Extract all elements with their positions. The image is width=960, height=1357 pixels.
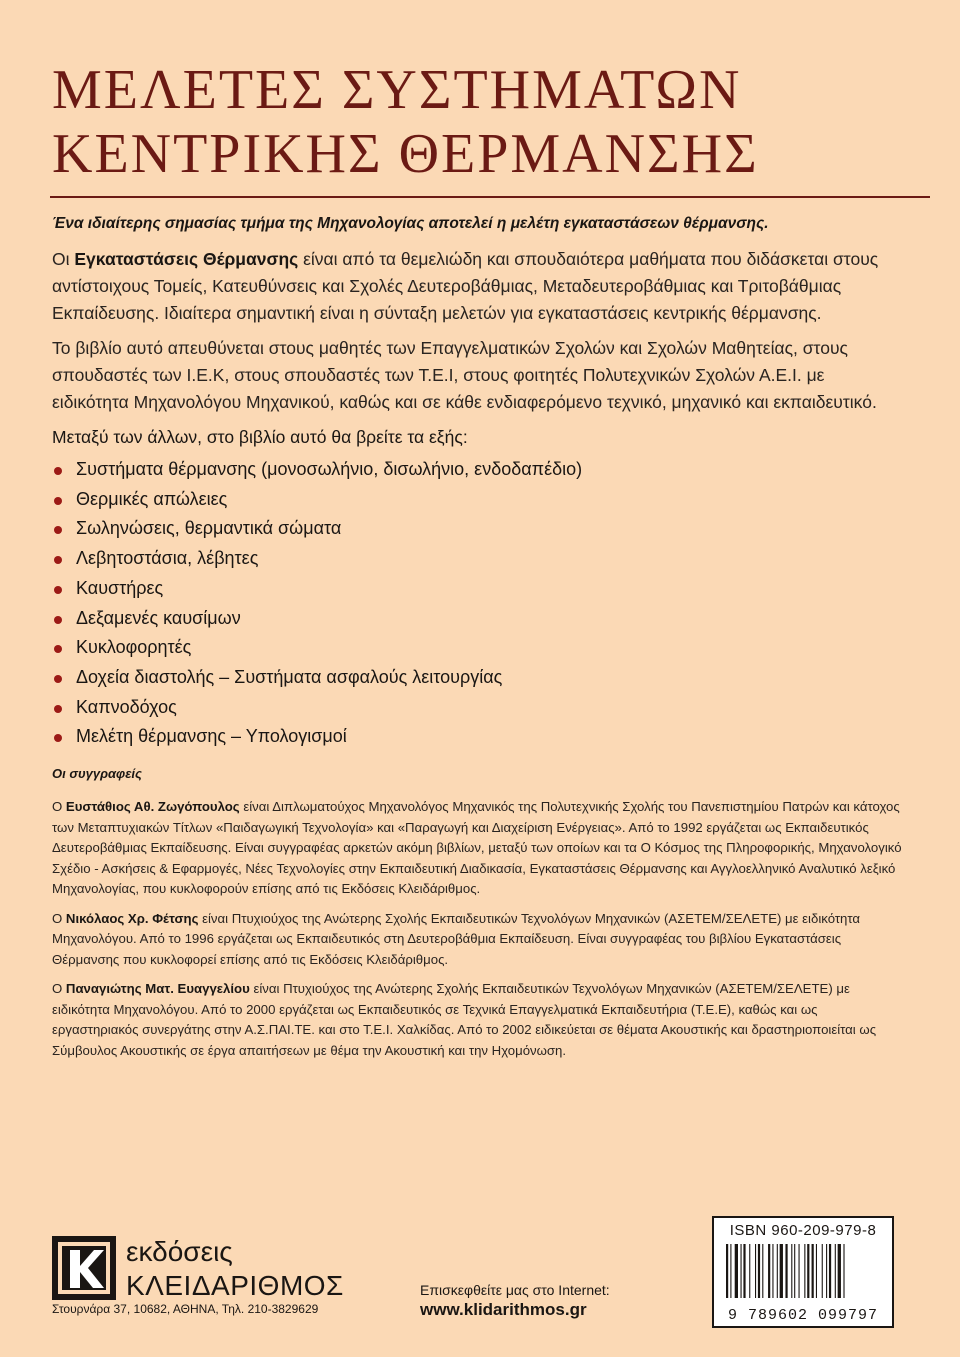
website-block xyxy=(420,1282,610,1320)
barcode-bar xyxy=(785,1244,787,1298)
author-name: Νικόλαος Χρ. Φέτσης xyxy=(65,910,199,926)
barcode-bar xyxy=(735,1244,738,1298)
barcode-number: 9 789602 099797 xyxy=(727,1307,879,1324)
barcode-bar xyxy=(826,1244,827,1298)
barcode-bar xyxy=(838,1244,841,1298)
bold-term: Εγκαταστάσεις Θέρμανσης xyxy=(74,249,299,269)
author-bio-1: Ο Ευστάθιος Αθ. Ζωγόπουλος είναι Διπλωματούχος Μηχανολόγος Μηχανικός της Πολυτεχνικής Σχολής του Πανεπιστημίου Πατρών και κάτοχος των Μεταπτυχιακών Τίτλων «Παιδαγωγική Τεχνολογία» και «Παραγωγή και Διαχείριση Ενέργειας». Από το 1992 εργάζεται ως Εκπαιδευτικός Δευτεροβάθμιας Εκπαίδευσης. Είναι συγγραφέας αρκετών ακόμη βιβλίων, μεταξύ των οποίων και τα Ο Κόσμος της Πληροφορικής, Μηχανολογικό Σχέδιο - Ασκήσεις & Εφαρμογές, Νέες Τεχνολογίες στην Εκπαιδευτική Διαδικασία, Εγκαταστάσεις Θέρμανσης και Αγγλοελληνικό Αναλυτικό λεξικό Μηχανολογίας, που κυκλοφορούν επίσης από τις Εκδόσεις Κλειδάριθμος. xyxy=(52,799,902,897)
bullet-icon xyxy=(54,645,62,653)
bullet-icon xyxy=(54,556,62,564)
barcode-bar xyxy=(807,1244,809,1298)
barcode-bar xyxy=(794,1244,795,1298)
barcode-bar xyxy=(812,1244,814,1298)
barcode-bar xyxy=(726,1244,728,1298)
back-cover-text xyxy=(52,212,902,1070)
barcode-bar xyxy=(741,1244,742,1298)
list-item: Καυστήρες xyxy=(52,574,902,604)
bullet-icon xyxy=(54,616,62,624)
isbn-label: ISBN 960-209-979-8 xyxy=(729,1222,877,1239)
list-item: Θερμικές απώλειες xyxy=(52,485,902,515)
author-bio-2: Ο Νικόλαος Χρ. Φέτσης είναι Πτυχιούχος της Ανώτερης Σχολής Εκπαιδευτικών Τεχνολόγων Μηχανικών (ΑΣΕΤΕΜ/ΣΕΛΕΤΕ) με ειδικότητα Μηχανολόγου. Από το 1996 εργάζεται ως Εκπαιδευτικός στη Δευτεροβάθμια Εκπαίδευση. Είναι συγγραφέας του βιβλίου Εγκαταστάσεις Θέρμανσης που κυκλοφορεί επίσης από τις Εκδόσεις Κλειδάριθμος. xyxy=(52,910,861,967)
bullet-icon xyxy=(54,497,62,505)
paragraph-1: Οι Εγκαταστάσεις Θέρμανσης είναι από τα θεμελιώδη και σπουδαιότερα μαθήματα που διδάσκεται στους αντίστοιχους Τομείς, Κατευθύνσεις και Σχολές Δευτεροβάθμιας, Μεταδευτεροβάθμιας και Τριτοβάθμιας Εκπαίδευσης. Ιδιαίτερα σημαντική είναι η σύνταξη μελετών για εγκαταστάσεις κεντρικής θέρμανσης. xyxy=(52,249,879,323)
topics-list xyxy=(52,455,902,752)
barcode-bar xyxy=(804,1244,805,1298)
bullet-icon xyxy=(54,734,62,742)
barcode-bar xyxy=(768,1244,770,1298)
book-title xyxy=(52,58,932,186)
barcode-bar xyxy=(749,1244,750,1298)
publisher-word-2: ΚΛΕΙΔΑΡΙΘΜΟΣ xyxy=(126,1270,344,1301)
title-divider xyxy=(50,196,930,198)
author-bio-3: Ο Παναγιώτης Ματ. Ευαγγελίου είναι Πτυχιούχος της Ανώτερης Σχολής Εκπαιδευτικών Τεχνολόγων Μηχανικών (ΑΣΕΤΕΜ/ΣΕΛΕΤΕ) με ειδικότητα Μηχανολόγου. Από το 2000 εργάζεται ως Εκπαιδευτικός σε Τεχνικά Επαγγελματικά Εκπαιδευτήρια (Τ.Ε.Ε), καθώς και ως εργαστηριακός συνεργάτης στην Α.Σ.ΠΑΙ.ΤΕ. και στο Τ.Ε.Ι. Χαλκίδας. Από το 2002 ειδικεύεται σε θέματα Ακουστικής και δραστηριοποιείται ως Σύμβουλος Ακουστικής σε έργα απαιτήσεων με θέμα την Ακουστική και την Ηχομόνωση. xyxy=(52,981,877,1058)
barcode-bar xyxy=(822,1244,823,1298)
barcode-bar xyxy=(829,1244,831,1298)
list-item: Καπνοδόχος xyxy=(52,693,902,723)
bullet-icon xyxy=(54,526,62,534)
title-line-2: ΚΕΝΤΡΙΚΗΣ ΘΕΡΜΑΝΣΗΣ xyxy=(52,123,759,185)
bullet-icon xyxy=(54,675,62,683)
list-item: Δοχεία διαστολής – Συστήματα ασφαλούς λειτουργίας xyxy=(52,663,902,693)
barcode-bar xyxy=(762,1244,763,1298)
lead-sentence: Ένα ιδιαίτερης σημασίας τμήμα της Μηχανολογίας αποτελεί η μελέτη εγκαταστάσεων θέρμανσης. xyxy=(52,215,769,232)
barcode-bar xyxy=(816,1244,817,1298)
list-item: Μελέτη θέρμανσης – Υπολογισμοί xyxy=(52,722,902,752)
barcode-bar xyxy=(791,1244,792,1298)
barcode-bar xyxy=(730,1244,731,1298)
title-line-1: ΜΕΛΕΤΕΣ ΣΥΣΤΗΜΑΤΩΝ xyxy=(52,59,742,121)
list-intro: Μεταξύ των άλλων, στο βιβλίο αυτό θα βρείτε τα εξής: xyxy=(52,427,468,447)
barcode-bar xyxy=(835,1244,836,1298)
bullet-icon xyxy=(54,467,62,475)
authors-heading: Οι συγγραφείς xyxy=(52,766,142,782)
barcode-bar xyxy=(780,1244,783,1298)
barcode-bar xyxy=(755,1244,756,1298)
barcode-bar xyxy=(799,1244,800,1298)
website-link[interactable]: www.klidarithmos.gr xyxy=(420,1300,587,1319)
key-logo-icon xyxy=(52,1236,116,1300)
paragraph-2: Το βιβλίο αυτό απευθύνεται στους μαθητές των Επαγγελματικών Σχολών και Σχολών Μαθητείας, στους σπουδαστές των Ι.Ε.Κ, στους σπουδαστές των Τ.Ε.Ι, στους φοιτητές Πολυτεχνικών Σχολών Α.Ε.Ι. με ειδικότητα Μηχανολόγου Μηχανικού, καθώς και σε κάθε ενδιαφερόμενο τεχνικό, μηχανικό και εκπαιδευτικό. xyxy=(52,338,877,412)
website-label: Επισκεφθείτε μας στο Internet: xyxy=(420,1282,610,1298)
bullet-icon xyxy=(54,705,62,713)
list-item: Λεβητοστάσια, λέβητες xyxy=(52,544,902,574)
publisher-address: Στουρνάρα 37, 10682, ΑΘΗΝΑ, Τηλ. 210-3829629 xyxy=(52,1302,319,1316)
list-item: Σωληνώσεις, θερμαντικά σώματα xyxy=(52,514,902,544)
list-item: Συστήματα θέρμανσης (μονοσωλήνιο, δισωλήνιο, ενδοδαπέδιο) xyxy=(52,455,902,485)
barcode-bar xyxy=(743,1244,745,1298)
barcode-bar xyxy=(843,1244,844,1298)
barcode-bar xyxy=(758,1244,760,1298)
list-item: Δεξαμενές καυσίμων xyxy=(52,604,902,634)
isbn-barcode-box xyxy=(712,1216,894,1328)
barcode-bar xyxy=(772,1244,773,1298)
list-item: Κυκλοφορητές xyxy=(52,633,902,663)
bullet-icon xyxy=(54,586,62,594)
barcode-icon xyxy=(724,1244,886,1314)
author-name: Ευστάθιος Αθ. Ζωγόπουλος xyxy=(65,799,240,815)
publisher-word-1: εκδόσεις xyxy=(126,1236,233,1267)
barcode-bar xyxy=(777,1244,778,1298)
author-name: Παναγιώτης Ματ. Ευαγγελίου xyxy=(65,981,250,997)
